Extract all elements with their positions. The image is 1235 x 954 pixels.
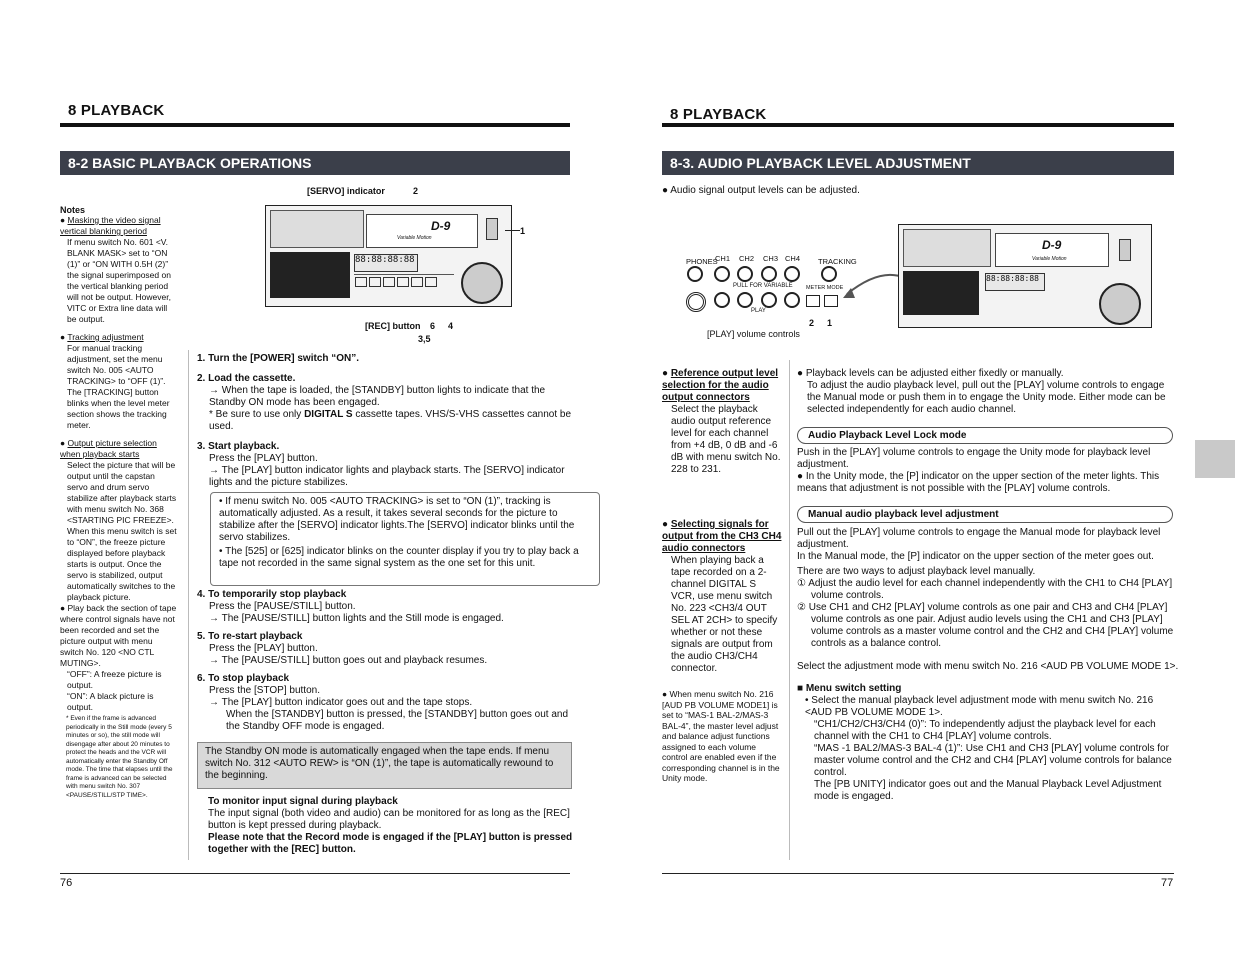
side-note-head: ● Reference output level selection for the audio output connectors	[662, 368, 779, 403]
standby-info-text: The Standby ON mode is automatically engaged when the tape ends. If menu switch No. 312 <AUTO REW> is “ON (1)”, the tape is automatically rewound to the beginning.	[205, 746, 554, 781]
ch3-play-knob	[761, 292, 777, 308]
page-number: 76	[60, 877, 73, 889]
left-page	[0, 0, 617, 954]
menu-setting-option-0: “CH1/CH2/CH3/CH4 (0)”: To independently adjust the playback level for each channel with the CH1 to CH4 [PLAY] volume controls.	[814, 719, 1156, 742]
ch2-play-knob	[737, 292, 753, 308]
notes-list	[60, 215, 178, 800]
level-meter	[270, 252, 350, 298]
header-rule	[662, 123, 1174, 127]
chapter-header: 8 PLAYBACK	[670, 106, 767, 123]
menu-setting-option-1: “MAS -1 BAL2/MAS-3 BAL-4 (1)”: Use CH1 and CH3 [PLAY] volume controls for master volume control and the CH2 and CH4 [PLAY] volume controls for balance control.	[814, 743, 1172, 778]
cassette-slot	[366, 214, 478, 248]
note-off-option: “OFF”: A freeze picture is output.	[67, 669, 162, 690]
vcr-display	[270, 210, 364, 248]
overview: ● Playback levels can be adjusted either fixedly or manually.	[797, 368, 1064, 379]
menu-setting-heading: ■ Menu switch setting	[797, 683, 902, 694]
step-6-result: → The [PLAY] button indicator goes out and the tape stops.	[197, 697, 572, 709]
callout-1: 1	[827, 318, 833, 328]
jog-dial	[461, 262, 503, 304]
power-switch	[1119, 239, 1131, 261]
step-6-standby: When the [STANDBY] button is pressed, the [STANDBY] button goes out and the Standby OFF mode is engaged.	[226, 709, 569, 732]
note-item: ● Masking the video signal vertical blanking period If menu switch No. 601 <V. BLANK MASK> set to “ON (1)” or “ON WITH 0.5H (2)” the signal superimposed on the vertical blanking period will not be output. However, VITC or Extra line data will be output.	[60, 215, 178, 325]
meter-mode-label: METER MODE	[806, 285, 844, 291]
play-label: PLAY	[751, 308, 766, 314]
section-title-bar: 8-2 BASIC PLAYBACK OPERATIONS	[60, 151, 570, 175]
phones-jack	[686, 292, 706, 312]
counter-display: 88:88:88:88	[985, 273, 1045, 291]
side-notes	[662, 368, 782, 784]
lock-mode-bullet: ● In the Unity mode, the [P] indicator on the upper section of the meter lights. This means that adjustment is not possible with the [PLAY] volume controls.	[797, 471, 1160, 494]
step-4-action: Press the [PAUSE/STILL] button.	[209, 601, 356, 612]
phones-knob	[687, 266, 703, 282]
note-head: Masking the video signal vertical blanking period	[60, 215, 161, 236]
lock-mode-para: Push in the [PLAY] volume controls to engage the Unity mode for playback level adjustment.	[797, 447, 1151, 470]
ch4-label: CH4	[785, 254, 801, 263]
note-head: Output picture selection when playback starts	[60, 438, 157, 459]
step-5-result: → The [PAUSE/STILL] button goes out and playback resumes.	[197, 655, 572, 667]
section-title-bar: 8-3. AUDIO PLAYBACK LEVEL ADJUSTMENT	[662, 151, 1174, 175]
ch4-play-knob	[784, 292, 800, 308]
callout-4: 4	[448, 321, 454, 331]
vcr-display	[903, 229, 991, 267]
meter-tracking-button	[824, 295, 838, 307]
ch1-label: CH1	[715, 254, 731, 263]
monitor-section	[208, 796, 573, 856]
ch4-rec-knob	[784, 266, 800, 282]
chapter-tab	[1195, 440, 1235, 478]
note-body: For manual tracking adjustment, set the menu switch No. 005 <AUTO TRACKING> to “OFF (1)”. The [TRACKING] button blinks when the level meter section shows the tracking meter.	[67, 343, 170, 430]
ch2-rec-knob	[737, 266, 753, 282]
variable-motion-label: Variable Motion	[1032, 256, 1067, 262]
jog-dial	[1099, 283, 1141, 325]
callout-2: 2	[413, 186, 419, 196]
steps-block-2	[197, 589, 572, 733]
manual-para-3: There are two ways to adjust playback level manually.	[797, 566, 1036, 577]
level-meter	[903, 271, 979, 315]
page-number: 77	[1161, 877, 1174, 889]
note-body: Play back the section of tape where control signals have not been recorded and set the picture output with menu switch No. 120 <NO CTL MUTING>.	[60, 603, 177, 668]
step-4: 4. To temporarily stop playback	[197, 589, 347, 600]
manual-mode-text	[797, 527, 1179, 803]
transport-buttons	[354, 274, 454, 287]
header-rule	[60, 123, 570, 127]
step-1: 1. Turn the [POWER] switch “ON”.	[197, 353, 360, 364]
rec-button-label: [REC] button	[365, 321, 421, 331]
vcr-front-panel	[265, 205, 512, 307]
steps-block	[197, 353, 572, 489]
callout-2: 2	[809, 318, 815, 328]
callout-1: 1	[520, 226, 526, 236]
note-item: ● Output picture selection when playback starts Select the picture that will be output until the capstan servo and drum servo stabilize after playback starts with menu switch No. 368 <STARTING PIC FREEZE>. When this menu switch is set to “ON”, the freeze picture displayed before playback starts is output. Once the servo is stabilized, output automatically switches to the playback picture.	[60, 438, 177, 602]
lock-mode-heading: Audio Playback Level Lock mode	[797, 427, 1173, 444]
notes-title: Notes	[60, 205, 86, 215]
manual-way-2: ② Use CH1 and CH2 [PLAY] volume controls as one pair and CH3 and CH4 [PLAY] volume controls as one pair. Adjust audio levels using the CH1 and CH3 [PLAY] volume controls as a master volume control and the CH2 and CH4 [PLAY] volume controls as a balance control.	[797, 602, 1174, 649]
note-body: Select the picture that will be output until the capstan servo and drum servo stabilize after playback starts with menu switch No. 368 <STARTING PIC FREEZE>. When this menu switch is set to “ON”, the freeze picture displayed before playback starts is output. Once the servo is stabilized, output automatically switches to the playback picture.	[67, 460, 177, 602]
step-2-result: → When the tape is loaded, the [STANDBY] button lights to indicate that the Standby ON mode has been engaged.	[197, 385, 572, 409]
pull-for-variable-label: PULL FOR VARIABLE	[733, 283, 793, 289]
menu-setting-1: • Select the manual playback level adjustment mode with menu switch No. 216 <AUD PB VOLUME MODE 1>.	[805, 695, 1154, 718]
note-on-option: “ON”: A black picture is output.	[67, 691, 154, 712]
ch2-label: CH2	[739, 254, 755, 263]
manual-para-2: In the Manual mode, the [P] indicator on the upper section of the meter goes out.	[797, 551, 1154, 562]
step-5: 5. To re-start playback	[197, 631, 303, 642]
manual-mode-heading: Manual audio playback level adjustment	[797, 506, 1173, 523]
monitor-warning: Please note that the Record mode is engaged if the [PLAY] button is pressed together with the [REC] button.	[208, 832, 573, 855]
counter-display: 88:88:88:88	[354, 254, 418, 272]
footer-rule	[60, 873, 570, 874]
callout-6: 6	[430, 321, 436, 331]
menu-setting-result: The [PB UNITY] indicator goes out and the Manual Playback Level Adjustment mode is engaged.	[814, 779, 1162, 802]
phones-label: PHONES	[686, 257, 718, 266]
side-note-body: When menu switch No. 216 [AUD PB VOLUME MODE1] is set to “MAS-1 BAL-2/MAS-3 BAL-4”, the master level adjust and balance adjust functions assigned to each volume control are enabled even if the corresponding channel is in the Unity mode.	[662, 689, 780, 783]
chapter-header: 8 PLAYBACK	[68, 102, 165, 119]
meter-ch-button	[806, 295, 820, 307]
column-divider	[188, 350, 189, 860]
note-body: If menu switch No. 601 <V. BLANK MASK> set to “ON (1)” or “ON WITH 0.5H (2)” the signal superimposed on the vertical blanking period will not be output. However, VITC or Extra line data will be output.	[67, 237, 171, 324]
note-item: ● Tracking adjustment For manual tracking adjustment, set the menu switch No. 005 <AUTO TRACKING> to “OFF (1)”. The [TRACKING] button blinks when the level meter section shows the tracking meter.	[60, 332, 178, 431]
note-box-2: • The [525] or [625] indicator blinks on the counter display if you try to play back a tape not recorded in the same signal system as the one set for this unit.	[219, 546, 579, 569]
side-note	[662, 368, 782, 476]
tracking-label: TRACKING	[818, 257, 857, 266]
side-note: ● When menu switch No. 216 [AUD PB VOLUME MODE1] is set to “MAS-1 BAL-2/MAS-3 BAL-4”, the master level adjust and balance adjust functions assigned to each volume control are enabled even if the corresponding channel is in the Unity mode.	[662, 689, 780, 783]
column-divider	[789, 360, 790, 860]
step-2: 2. Load the cassette.	[197, 373, 296, 384]
monitor-body: The input signal (both video and audio) can be monitored for as long as the [REC] button is kept pressed during playback.	[208, 808, 570, 831]
monitor-title: To monitor input signal during playback	[208, 796, 398, 807]
standby-info-box	[197, 742, 572, 789]
ch3-rec-knob	[761, 266, 777, 282]
side-note	[662, 519, 782, 675]
main-text	[797, 368, 1175, 416]
ch1-play-knob	[714, 292, 730, 308]
side-note-body: Select the playback audio output reference level for each channel from +4 dB, 0 dB and -6 dB with menu switch No. 228 to 231.	[671, 404, 781, 475]
note-box-1: • If menu switch No. 005 <AUTO TRACKING> is set to “ON (1)”, tracking is automatically adjusted. As a result, it takes several seconds for the picture to stabilize after the [SERVO] indicator lights.The [SERVO] indicator blinks until the servo stabilizes.	[219, 496, 575, 543]
servo-indicator-label: [SERVO] indicator	[307, 186, 385, 196]
note-item: ● Play back the section of tape where control signals have not been recorded and set the picture output with menu switch No. 120 <NO CTL MUTING>.	[60, 603, 177, 668]
side-note-body: When playing back a tape recorded on a 2-channel DIGITAL S VCR, use menu switch No. 223 <CH3/4 OUT SEL AT 2CH> to specify whether or not these signals are output from the audio CH3/CH4 connector.	[671, 555, 778, 674]
step-5-action: Press the [PLAY] button.	[209, 643, 318, 654]
step-6-action: Press the [STOP] button.	[209, 685, 320, 696]
variable-motion-label: Variable Motion	[397, 235, 432, 241]
pointer-arrow	[837, 270, 907, 310]
play-volume-caption: [PLAY] volume controls	[707, 329, 800, 339]
footer-rule	[662, 873, 1174, 874]
d9-logo: D-9	[1042, 238, 1062, 252]
callout-3-5: 3,5	[418, 334, 431, 344]
d9-logo: D-9	[431, 219, 451, 233]
step-2-note: * Be sure to use only DIGITAL S cassette tapes. VHS/S-VHS cassettes cannot be used.	[209, 409, 572, 432]
step-3: 3. Start playback.	[197, 441, 280, 452]
lock-mode-text	[797, 447, 1175, 495]
footnote: * Even if the frame is advanced periodically in the Still mode (every 5 minutes or so), the still mode will disengage after about 20 minutes to protect the heads and the VCR will automatically enter the Standby Off mode. The time that elapses until the frame is advanced can be selected with menu switch No. 307 <PAUSE/STILL/STP TIME>.	[66, 715, 173, 799]
intro: ● Audio signal output levels can be adjusted.	[662, 185, 860, 196]
manual-para-1: Pull out the [PLAY] volume controls to engage the Manual mode for playback level adjustment.	[797, 527, 1161, 550]
select-mode-note: Select the adjustment mode with menu switch No. 216 <AUD PB VOLUME MODE 1>.	[797, 661, 1179, 672]
cassette-slot	[995, 233, 1109, 267]
step-3-action: Press the [PLAY] button.	[209, 453, 318, 464]
note-box	[210, 492, 600, 586]
vcr-front-panel	[898, 224, 1152, 328]
power-switch	[486, 218, 498, 240]
manual-way-1: ① Adjust the audio level for each channel independently with the CH1 to CH4 [PLAY] volume controls.	[797, 578, 1173, 601]
note-head: Tracking adjustment	[67, 332, 144, 342]
ch1-rec-knob	[714, 266, 730, 282]
ch3-label: CH3	[763, 254, 779, 263]
step-3-result: → The [PLAY] button indicator lights and playback starts. The [SERVO] indicator lights and the picture stabilizes.	[197, 465, 572, 489]
overview-detail: To adjust the audio playback level, pull out the [PLAY] volume controls to engage the Manual mode or push them in to engage the Unity mode. Either mode can be selected independently for each audio channel.	[807, 380, 1166, 415]
tracking-knob	[821, 266, 837, 282]
step-6: 6. To stop playback	[197, 673, 290, 684]
side-note-head: ● Selecting signals for output from the CH3 CH4 audio connectors	[662, 519, 782, 554]
step-4-result: → The [PAUSE/STILL] button lights and the Still mode is engaged.	[197, 613, 572, 625]
right-page	[617, 0, 1235, 954]
